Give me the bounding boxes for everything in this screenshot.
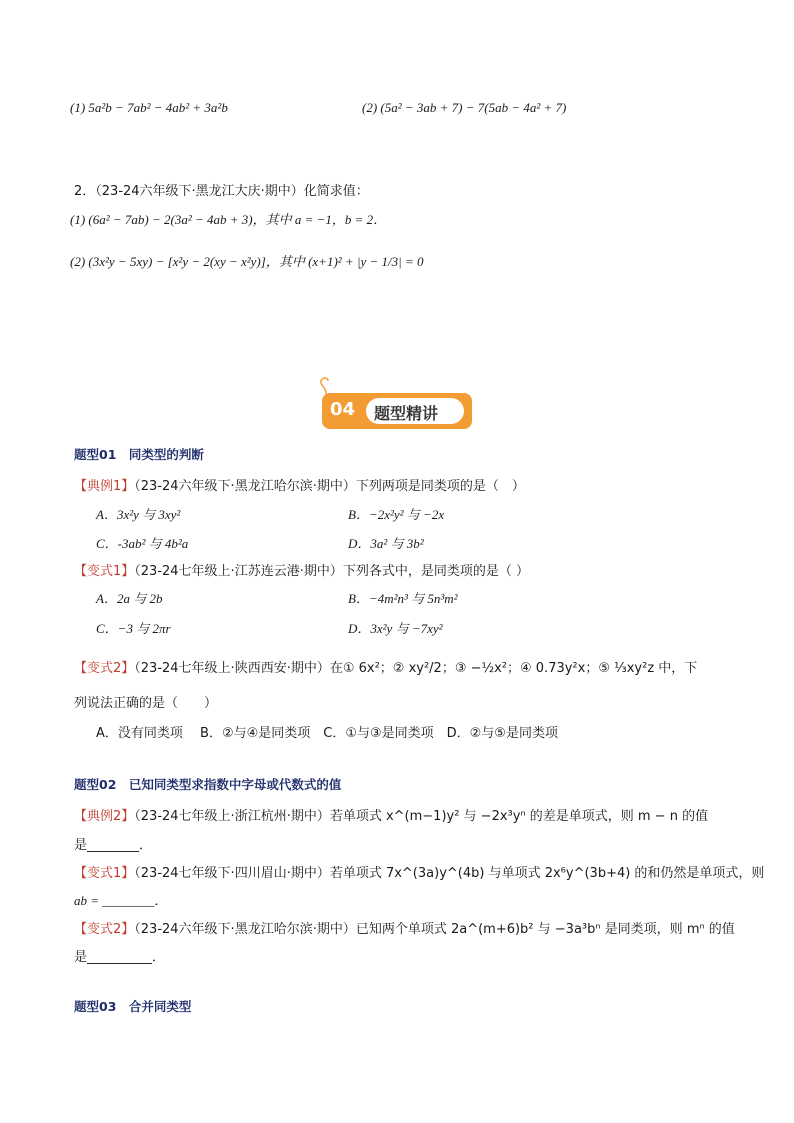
example-1-option-a: A．3x²y 与 3xy² xyxy=(96,507,181,522)
variant-1-1-option-a: A．2a 与 2b xyxy=(96,591,163,606)
question-2-part-1: (1) (6a² − 7ab) − 2(3a² − 4ab + 3)，其中 a = −1，b = 2． xyxy=(70,212,387,227)
question-1-part-1: (1) 5a²b − 7ab² − 4ab² + 3a²b xyxy=(70,100,228,115)
variant-1-2-options: A．没有同类项 B．②与④是同类项 C．①与③是同类项 D．②与⑤是同类项 xyxy=(96,726,558,741)
type-02-heading: 题型02 已知同类型求指数中字母或代数式的值 xyxy=(74,777,342,792)
variant-1-1-option-c: C．−3 与 2πr xyxy=(96,621,171,636)
variant-2-2 xyxy=(74,918,735,937)
variant-2-2-text: （23-24六年级下·黑龙江哈尔滨·期中）已知两个单项式 2a^(m+6)b² 与 −3a³bⁿ 是同类项，则 mⁿ 的值 xyxy=(134,922,735,937)
variant-1-2-text-line2: 列说法正确的是（ ） xyxy=(74,696,218,711)
variant-2-1 xyxy=(74,862,764,881)
variant-1-2-text: （23-24七年级上·陕西西安·期中）在① 6x²；② xy²/2；③ −½x²；④ 0.73y²x；⑤ ⅓xy²z 中，下 xyxy=(134,661,698,676)
banner-title: 题型精讲 xyxy=(374,404,439,423)
section-banner xyxy=(322,393,472,429)
example-1-label: 【典例1】 xyxy=(74,479,135,494)
variant-1-1-option-d: D．3x²y 与 −7xy² xyxy=(348,621,443,636)
variant-2-1-text: （23-24七年级下·四川眉山·期中）若单项式 7x^(3a)y^(4b) 与单项式 2x⁶y^(3b+4) 的和仍然是单项式，则 xyxy=(134,866,765,881)
variant-2-1-text-line2: ab = ________． xyxy=(74,893,168,908)
example-1-option-c: C．-3ab² 与 4b²a xyxy=(96,536,189,551)
type-03-heading: 题型03 合并同类型 xyxy=(74,999,192,1014)
variant-1-1-option-b: B．−4m²n³ 与 5n³m² xyxy=(348,591,458,606)
variant-1-1-label: 【变式1】 xyxy=(74,564,135,579)
banner-number: 04 xyxy=(330,399,356,420)
variant-2-2-text-line2: 是__________． xyxy=(74,950,166,965)
example-1-text: （23-24六年级下·黑龙江哈尔滨·期中）下列两项是同类项的是（ ） xyxy=(134,479,525,494)
example-2-text-line2: 是________． xyxy=(74,838,153,853)
variant-2-2-label: 【变式2】 xyxy=(74,922,135,937)
question-1-part-2: (2) (5a² − 3ab + 7) − 7(5ab − 4a² + 7) xyxy=(362,100,567,115)
example-2-label: 【典例2】 xyxy=(74,809,135,824)
example-2 xyxy=(74,805,708,824)
question-2-title: 2．（23-24六年级下·黑龙江大庆·期中）化简求值： xyxy=(74,184,369,199)
type-01-heading: 题型01 同类型的判断 xyxy=(74,447,204,462)
example-1-option-b: B．−2x²y² 与 −2x xyxy=(348,507,445,522)
variant-2-1-label: 【变式1】 xyxy=(74,866,135,881)
example-1-option-d: D．3a² 与 3b² xyxy=(348,536,424,551)
variant-1-1 xyxy=(74,560,529,579)
variant-1-2-label: 【变式2】 xyxy=(74,661,135,676)
variant-1-2 xyxy=(74,657,697,676)
example-2-text: （23-24七年级上·浙江杭州·期中）若单项式 x^(m−1)y² 与 −2x³yⁿ 的差是单项式，则 m − n 的值 xyxy=(134,809,709,824)
question-2-part-2: (2) (3x²y − 5xy) − [x²y − 2(xy − x²y)]，其中 (x+1)² + |y − 1/3| = 0 xyxy=(70,254,424,269)
example-1 xyxy=(74,475,525,494)
variant-1-1-text: （23-24七年级上·江苏连云港·期中）下列各式中，是同类项的是（ ） xyxy=(134,564,529,579)
